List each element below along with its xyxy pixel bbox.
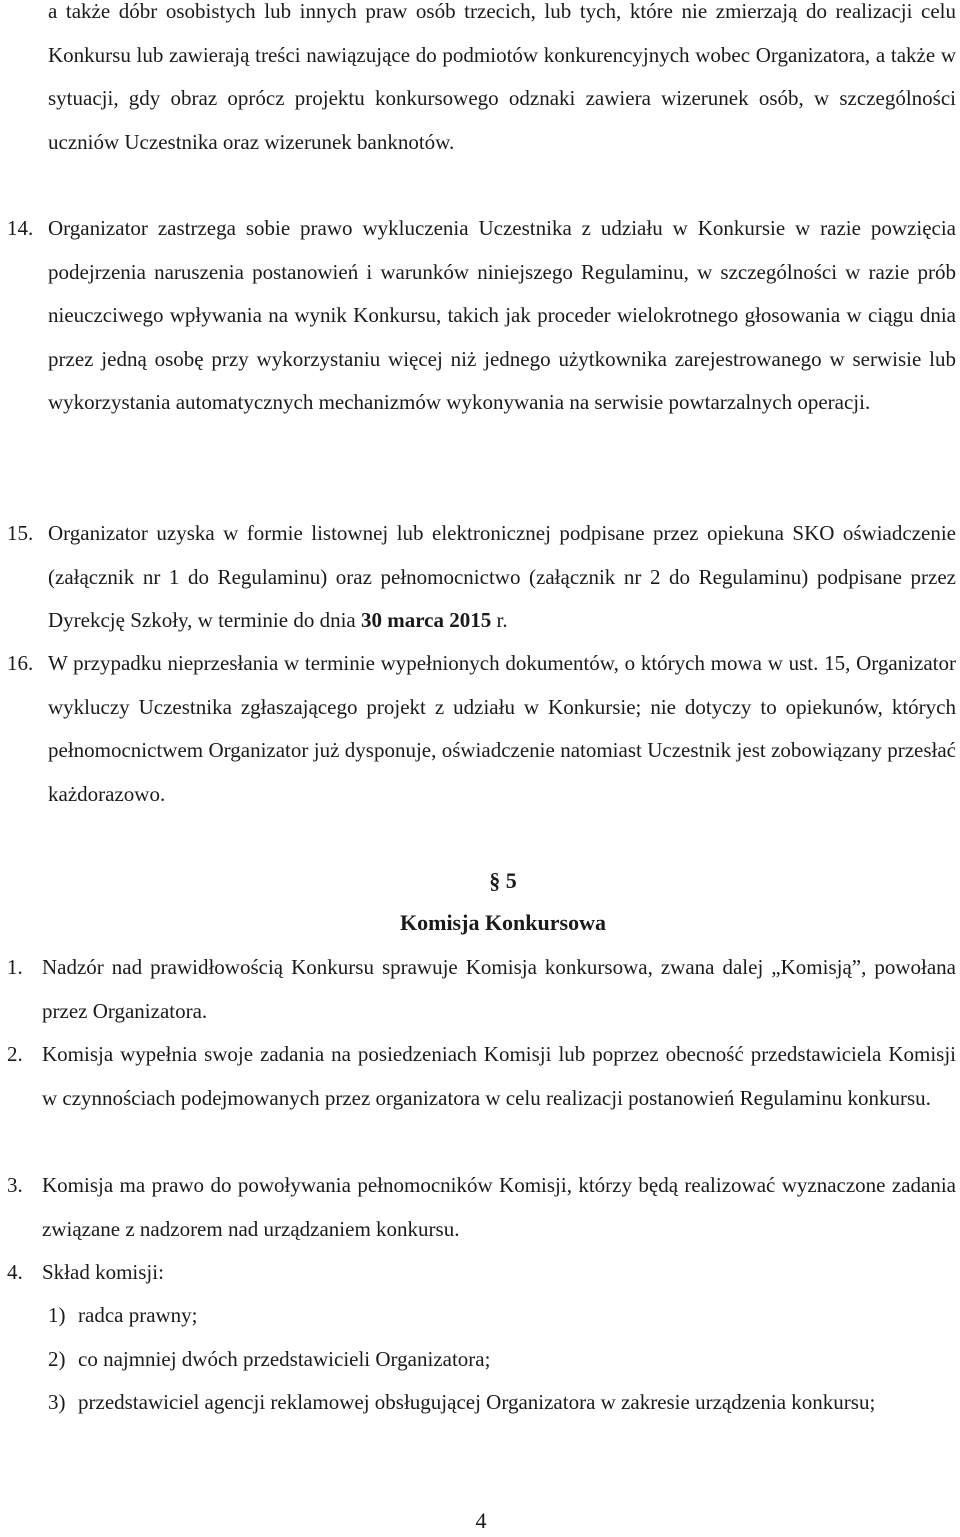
paragraph-continuation: a także dóbr osobistych lub innych praw osób trzecich, lub tych, które nie zmierzają do realizacji celu Konkursu lub zawierają treści nawiązujące do podmiotów konkurencyjnych wobec Organizatora, a także w sytuacji, gdy obraz oprócz projektu konkursowego odznaki zawiera wizerunek osób, w szczególności uczniów Uczestnika oraz wizerunek banknotów. xyxy=(48,0,956,154)
item-3-text: Komisja ma prawo do powoływania pełnomocników Komisji, którzy będą realizować wyznaczone zadania związane z nadzorem nad urządzaniem konkursu. xyxy=(42,1173,956,1241)
subitem-2-text: co najmniej dwóch przedstawicieli Organizatora; xyxy=(78,1347,491,1371)
page-number: 4 xyxy=(475,1508,487,1533)
section-title: Komisja Konkursowa xyxy=(400,910,606,935)
item-15-text xyxy=(48,512,956,643)
item-number: 2. xyxy=(7,1042,23,1066)
subitem-1-text: radca prawny; xyxy=(78,1303,198,1327)
item-1-text: Nadzór nad prawidłowością Konkursu sprawuje Komisja konkursowa, zwana dalej „Komisją”, powołana przez Organizatora. xyxy=(42,955,956,1023)
item-number: 14. xyxy=(7,216,34,240)
subitem-3-text: przedstawiciel agencji reklamowej obsługującej Organizatora w zakresie urządzenia konkursu; xyxy=(78,1390,876,1414)
item-4-text: Skład komisji: xyxy=(42,1260,164,1284)
subitem-number: 2) xyxy=(48,1347,66,1371)
item-number: 15. xyxy=(7,521,34,545)
item-number: 3. xyxy=(7,1173,23,1197)
item-number: 4. xyxy=(7,1260,23,1284)
item-number: 1. xyxy=(7,955,23,979)
item-16-text: W przypadku nieprzesłania w terminie wypełnionych dokumentów, o których mowa w ust. 15, Organizator wykluczy Uczestnika zgłaszającego projekt z udziału w Konkursie; nie dotyczy to opiekunów, których pełnomocnictwem Organizator już dysponuje, oświadczenie natomiast Uczestnik jest zobowiązany przesłać każdorazowo. xyxy=(48,651,956,806)
item-15-text-main: Organizator uzyska w formie listownej lub elektronicznej podpisane przez opiekuna SKO oświadczenie (załącznik nr 1 do Regulaminu) oraz pełnomocnictwo (załącznik nr 2 do Regulaminu) podpisane przez Dyrekcję Szkoły, w terminie do dnia xyxy=(48,521,956,632)
subitem-number: 1) xyxy=(48,1303,66,1327)
item-15-text-end: r. xyxy=(491,608,508,632)
item-2-text: Komisja wypełnia swoje zadania na posiedzeniach Komisji lub poprzez obecność przedstawiciela Komisji w czynnościach podejmowanych przez organizatora w celu realizacji postanowień Regulaminu konkursu. xyxy=(42,1042,956,1110)
item-number: 16. xyxy=(7,651,34,675)
subitem-number: 3) xyxy=(48,1390,66,1414)
deadline-date: 30 marca 2015 xyxy=(360,608,492,632)
section-symbol: § 5 xyxy=(489,868,517,893)
item-14-text: Organizator zastrzega sobie prawo wykluczenia Uczestnika z udziału w Konkursie w razie powzięcia podejrzenia naruszenia postanowień i warunków niniejszego Regulaminu, w szczególności w razie prób nieuczciwego wpływania na wynik Konkursu, takich jak proceder wielokrotnego głosowania w ciągu dnia przez jedną osobę przy wykorzystaniu więcej niż jednego użytkownika zarejestrowanego w serwisie lub wykorzystania automatycznych mechanizmów wykonywania na serwisie powtarzalnych operacji. xyxy=(48,216,956,414)
